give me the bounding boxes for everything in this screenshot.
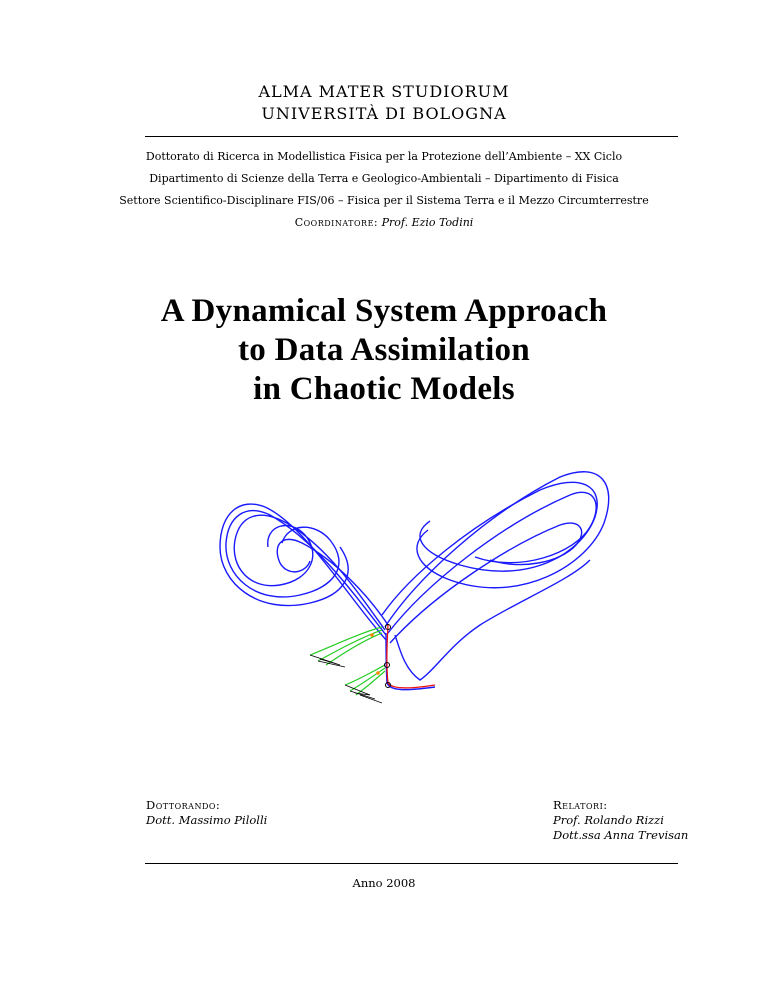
footer-rule <box>145 863 678 864</box>
doctorate-program: Dottorato di Ricerca in Modellistica Fisica per la Protezione dell’Ambiente – XX Ciclo <box>145 150 623 163</box>
analysis-marker <box>370 633 374 637</box>
header-rule <box>145 136 678 137</box>
student-name: Dott. Massimo Pilolli <box>146 813 268 827</box>
thesis-title-line1: A Dynamical System Approach <box>160 293 608 329</box>
ensemble-plumes <box>310 627 385 695</box>
scientific-sector: Settore Scientifico-Disciplinare FIS/06 – Fisica per il Sistema Terra e il Mezzo Circumterrestre <box>119 194 649 207</box>
attractor-curves <box>220 472 609 690</box>
analysis-marker <box>376 671 380 675</box>
university-name-line2: UNIVERSITÀ DI BOLOGNA <box>261 104 507 123</box>
university-name-line1: ALMA MATER STUDIORUM <box>258 82 510 101</box>
lorenz-attractor-figure <box>210 455 630 715</box>
coordinator-line <box>0 216 768 229</box>
thesis-title <box>0 292 768 409</box>
advisor-name: Dott.ssa Anna Trevisan <box>553 828 689 842</box>
advisor-name: Prof. Rolando Rizzi <box>553 813 664 827</box>
vector-arrows <box>310 655 382 703</box>
advisors-label: Relatori: <box>553 798 608 812</box>
departments: Dipartimento di Scienze della Terra e Geologico-Ambientali – Dipartimento di Fisica <box>149 172 619 185</box>
student-block <box>146 798 267 828</box>
true-trajectory <box>387 625 435 688</box>
student-label: Dottorando: <box>146 798 221 812</box>
coordinator-label: Coordinatore: <box>294 216 379 229</box>
thesis-title-line3: in Chaotic Models <box>253 371 515 407</box>
advisors-block <box>553 798 688 843</box>
thesis-title-line2: to Data Assimilation <box>237 332 530 368</box>
coordinator-name: Prof. Ezio Todini <box>381 216 474 229</box>
year: Anno 2008 <box>352 876 416 890</box>
